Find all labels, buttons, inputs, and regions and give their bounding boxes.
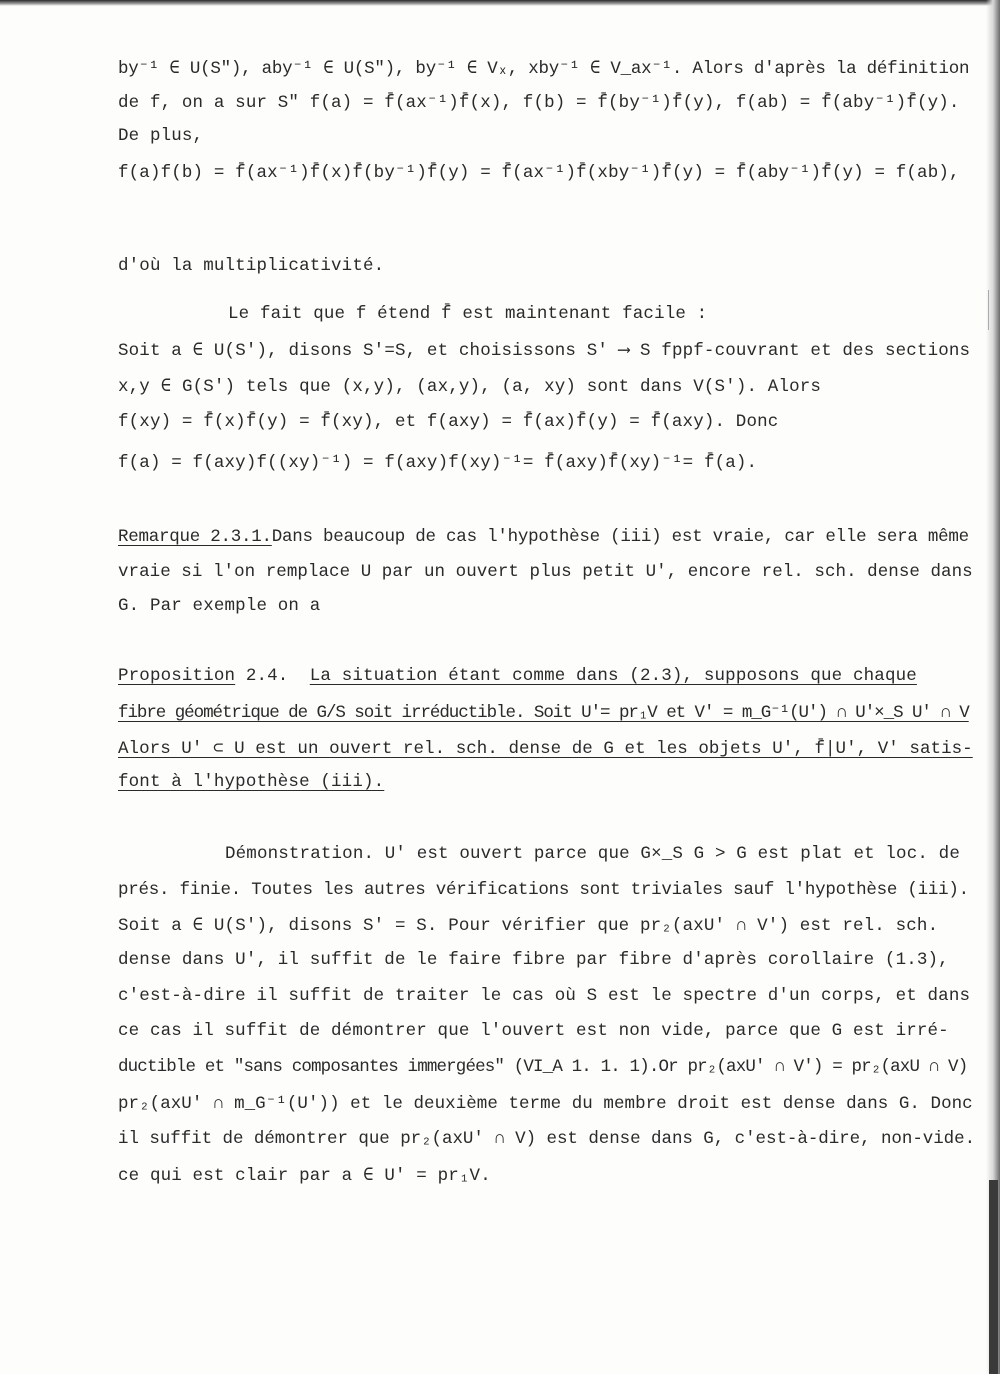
text-line: De plus,: [118, 126, 204, 146]
text-line: G. Par exemple on a: [118, 596, 321, 616]
text-line: ductible et "sans composantes immergées" (VI_A 1. 1. 1).Or pr₂(axU' ∩ V') = pr₂(axU ∩ V): [118, 1057, 968, 1077]
proposition-label: Proposition: [118, 666, 236, 686]
text-line: x,y ∈ G(S') tels que (x,y), (ax,y), (a, xy) sont dans V(S'). Alors: [118, 377, 822, 397]
text-line: ce qui est clair par a ∈ U' = pr₁V.: [118, 1166, 491, 1186]
proposition-heading: [118, 666, 917, 686]
equation-line: f(a) = f(axy)f((xy)⁻¹) = f(axy)f(xy)⁻¹= f̄(axy)f̄(xy)⁻¹= f̄(a).: [118, 453, 758, 473]
text-line: prés. finie. Toutes les autres vérifications sont triviales sauf l'hypothèse (iii).: [118, 880, 969, 900]
proposition-line: font à l'hypothèse (iii).: [118, 772, 385, 792]
remark-line: [118, 527, 969, 547]
proposition-line: Alors U' ⊂ U est un ouvert rel. sch. dense de G et les objets U', f̄|U', V' satis-: [118, 739, 973, 759]
text-line: Soit a ∈ U(S'), disons S' = S. Pour vérifier que pr₂(axU' ∩ V') est rel. sch.: [118, 916, 939, 936]
proposition-number: 2.4.: [245, 666, 289, 686]
text-line: de f, on a sur S" f(a) = f̄(ax⁻¹)f̄(x), f(b) = f̄(by⁻¹)f̄(y), f(ab) = f̄(aby⁻¹)f̄(y).: [118, 93, 960, 113]
scan-top-edge: [0, 0, 1000, 6]
text-line: by⁻¹ ∈ U(S"), aby⁻¹ ∈ U(S"), by⁻¹ ∈ Vₓ, xby⁻¹ ∈ V_ax⁻¹. Alors d'après la définition: [118, 59, 970, 79]
equation-line: f(a)f(b) = f̄(ax⁻¹)f̄(x)f̄(by⁻¹)f̄(y) = f̄(ax⁻¹)f̄(xby⁻¹)f̄(y) = f̄(aby⁻¹)f̄(y) = f(ab),: [118, 163, 960, 183]
scan-right-edge: [986, 0, 1000, 1374]
remark-label: Remarque 2.3.1.: [118, 527, 272, 547]
text-line: vraie si l'on remplace U par un ouvert plus petit U', encore rel. sch. dense dans: [118, 562, 973, 582]
text-line: c'est-à-dire il suffit de traiter le cas où S est le spectre d'un corps, et dans: [118, 986, 971, 1006]
text-line: dense dans U', il suffit de le faire fibre par fibre d'après corollaire (1.3),: [118, 950, 949, 970]
text-line: pr₂(axU' ∩ m_G⁻¹(U')) et le deuxième terme du membre droit est dense dans G. Donc: [118, 1094, 973, 1114]
proposition-line: fibre géométrique de G/S soit irréductible. Soit U'= pr₁V et V' = m_G⁻¹(U') ∩ U'×_S U' ∩ V: [118, 703, 969, 723]
text-line: Soit a ∈ U(S'), disons S'=S, et choisissons S' ⟶ S fppf-couvrant et des sections: [118, 341, 971, 361]
remark-text: Dans beaucoup de cas l'hypothèse (iii) est vraie, car elle sera même: [271, 527, 969, 547]
equation-line: f(xy) = f̄(x)f̄(y) = f̄(xy), et f(axy) = f̄(ax)f̄(y) = f̄(axy). Donc: [118, 412, 779, 432]
scan-mark: [988, 290, 989, 330]
text-line: il suffit de démontrer que pr₂(axU' ∩ V) est dense dans G, c'est-à-dire, non-vide.: [118, 1129, 976, 1149]
scan-binding-shadow: [989, 1180, 998, 1374]
text-line: Le fait que f étend f̄ est maintenant facile :: [228, 304, 708, 324]
proof-line: Démonstration. U' est ouvert parce que G×_S G > G est plat et loc. de: [225, 844, 960, 864]
text-line: ce cas il suffit de démontrer que l'ouvert est non vide, parce que G est irré-: [118, 1021, 949, 1041]
proposition-text: La situation étant comme dans (2.3), supposons que chaque: [309, 666, 917, 686]
text-line: d'où la multiplicativité.: [118, 256, 385, 276]
